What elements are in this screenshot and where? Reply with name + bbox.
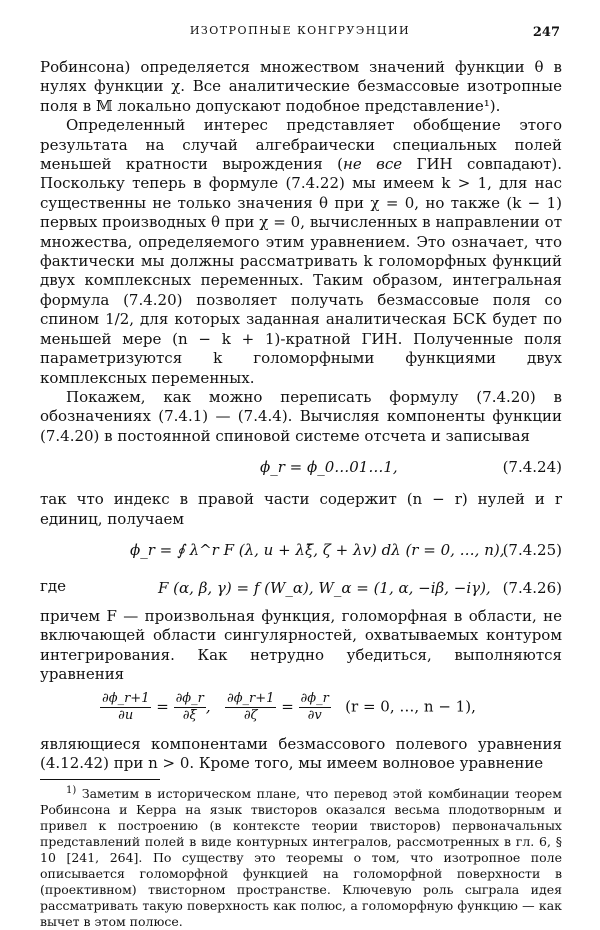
equation-7-4-25: [40, 529, 562, 571]
fraction-1: [100, 691, 151, 724]
paragraph-2: [40, 116, 562, 388]
equation-7-4-25-number: (7.4.25): [502, 540, 562, 559]
fraction-3: [225, 691, 276, 724]
paragraph-2-before: Определенный интерес представляет обобщение этого результата на случай алгебраически специальных полей меньшей кратности вырождения (: [40, 116, 562, 174]
paragraph-6: являющиеся компонентами безмассового полевого уравнения (4.12.42) при n > 0. Кроме того, мы имеем волновое уравнение: [40, 734, 562, 772]
footnote-mark: 1): [66, 785, 77, 797]
paragraph-4: так что индекс в правой части содержит (n − r) нулей и r единиц, получаем: [40, 490, 562, 528]
equation-7-4-25-expr: ϕ_r = ∮ λ^r F (λ, u + λξ̄, ζ + λv) dλ (r = 0, …, n),: [130, 540, 505, 559]
footnote-text: Заметим в историческом плане, что перевод этой комбинации теорем Робинсона и Керра на язык твисторов оказался весьма плодотворным и привел к построению (в контексте теории твисторов) первоначальных представлений полей в виде контурных интегралов, рассмотренных в гл. 6, § 10 [241, 264]. По существу это теоремы о том, что изотропное поле описывается голоморфной функцией на голоморфной поверхности в (проективном) твисторном пространстве. Ключевую роль сыграла идея рассматривать такую поверхность как полюс, а голоморфную функцию — как вычет в этом полюсе.: [40, 786, 562, 930]
equation-7-4-26-expr: F (α, β, γ) = f (W_α), W_α = (1, α, −iβ, −iγ),: [158, 578, 491, 597]
chapter-title: ИЗОТРОПНЫЕ КОНГРУЭНЦИИ: [189, 24, 411, 37]
page-number: 247: [532, 25, 560, 40]
equation-7-4-26: [40, 571, 562, 607]
fraction-2: [174, 691, 206, 724]
running-header: [0, 20, 600, 40]
equation-field-components: [40, 685, 562, 735]
paragraph-1: Робинсона) определяется множеством значений функции θ в нулях функции χ. Все аналитические безмассовые изотропные поля в 𝕄 локально допускают подобное представление¹).: [40, 58, 562, 115]
equation-7-4-24: [40, 446, 562, 490]
fraction-4-den: ∂v: [307, 707, 322, 723]
fraction-3-num: ∂ϕ_r+1: [226, 690, 275, 706]
fraction-2-den: ∂ξ̄: [182, 707, 197, 723]
equation-7-4-24-number: (7.4.24): [502, 458, 562, 477]
paragraph-2-after: ГИН совпадают). Поскольку теперь в формуле (7.4.22) мы имеем k > 1, для нас существенны не только значения θ при χ = 0, но также (k − 1) первых производных θ при χ = 0, вычисленных в направлении от множества, определяемого этим уравнением. Это означает, что фактически мы должны рассматривать k голоморфных функций двух комплексных переменных. Таким образом, интегральная формула (7.4.20) позволяет получать безмассовые поля со спином 1/2, для которых заданная аналитическая БСК будет по меньшей мере (n − k + 1)-кратной ГИН. Полученные поля параметризуются k голоморфными функциями двух комплексных переменных.: [40, 155, 562, 387]
fraction-2-num: ∂ϕ_r: [175, 690, 204, 706]
fraction-4-num: ∂ϕ_r: [300, 690, 329, 706]
main-text: [40, 58, 562, 930]
paragraph-5: причем F — произвольная функция, голоморфная в области, не включающей области сингулярностей, охватываемых контуром интегрирования. Как нетрудно убедиться, выполняются уравнения: [40, 606, 562, 684]
equation-field-components-expr: $\frac{\partial\phi\_r+1}{\partial u}$ = $\frac{\partial\phi\_r}{\partial\xī}$ , $\frac{\partial\phi\_r+1}{\partial\zeta}$ = $\frac{\partial\phi\_r}{\partial v}$ (r = 0, …, n − 1),: [102, 690, 476, 723]
fraction-1-den: ∂u: [118, 707, 134, 723]
footnote-divider: [40, 779, 160, 780]
equation-7-4-24-expr: ϕ_r = ϕ_0…01…1,: [260, 458, 398, 477]
equation-7-4-26-number: (7.4.26): [502, 578, 562, 597]
where-word: где: [40, 576, 66, 595]
fraction-4: [299, 691, 331, 724]
footnote: [40, 786, 562, 930]
paragraph-2-emphasis: не все: [342, 155, 403, 174]
paragraph-3: Покажем, как можно переписать формулу (7.4.20) в обозначениях (7.4.1) — (7.4.4). Вычисляя компоненты функции (7.4.20) в постоянной спиновой системе отсчета и записывая: [40, 387, 562, 445]
equation-condition: (r = 0, …, n − 1),: [345, 697, 476, 716]
fraction-3-den: ∂ζ: [243, 707, 258, 723]
fraction-1-num: ∂ϕ_r+1: [102, 690, 150, 706]
